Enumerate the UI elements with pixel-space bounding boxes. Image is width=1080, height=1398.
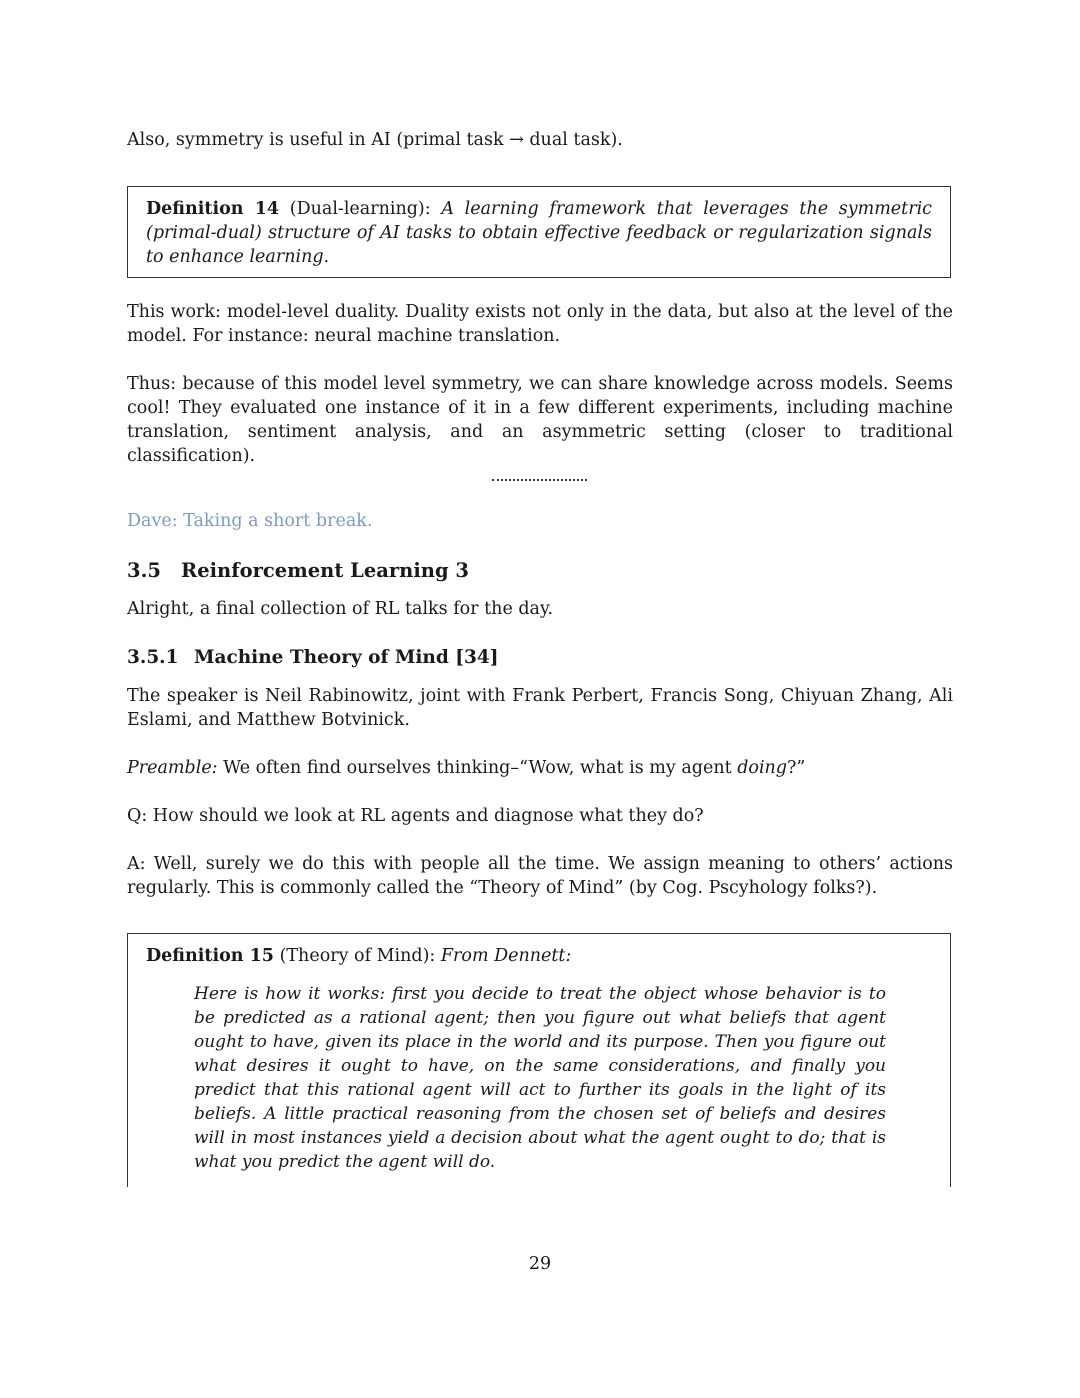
question-paragraph [127, 804, 953, 828]
paragraph-text: This work: model-level duality. Duality exists not only in the data, but also at the level of the model. For instance: neural machine translation. [127, 302, 953, 346]
definition-15-source: From Dennett: [440, 946, 572, 966]
dave-note-text: Dave: Taking a short break. [127, 511, 373, 531]
dave-note [127, 509, 953, 533]
speaker-paragraph [127, 684, 953, 732]
section-separator [492, 479, 587, 481]
definition-14-box [127, 186, 951, 278]
definition-15-label: Definition 15 [146, 946, 274, 966]
subsection-heading [127, 647, 953, 668]
section-intro [127, 597, 953, 621]
paragraph-text: Thus: because of this model level symmetry, we can share knowledge across models. Seems cool! They evaluated one instance of it in a few different experiments, including machine translation, sentiment analysis, and an asymmetric setting (closer to traditional classification). [127, 374, 953, 466]
preamble-text-end: ?” [787, 758, 806, 778]
section-number: 3.5 [127, 559, 161, 582]
section-title: Reinforcement Learning 3 [181, 559, 469, 582]
section-heading [127, 559, 953, 582]
definition-14-body: A learning framework that leverages the symmetric (primal-dual) structure of AI tasks to obtain effective feedback or regularization signals to enhance learning. [146, 199, 932, 267]
preamble-label: Preamble: [127, 758, 218, 778]
paragraph-model-duality [127, 300, 953, 348]
page-number: 29 [528, 1254, 552, 1274]
definition-14-name: (Dual-learning): [289, 199, 431, 219]
definition-15-name: (Theory of Mind): [279, 946, 436, 966]
section-intro-text: Alright, a final collection of RL talks for the day. [127, 599, 554, 619]
intro-text: Also, symmetry is useful in AI (primal task → dual task). [127, 130, 623, 150]
speaker-text: The speaker is Neil Rabinowitz, joint with Frank Perbert, Francis Song, Chiyuan Zhang, Ali Eslami, and Matthew Botvinick. [127, 686, 953, 730]
answer-text: A: Well, surely we do this with people all the time. We assign meaning to others’ actions regularly. This is commonly called the “Theory of Mind” (by Cog. Pscyhology folks?). [127, 854, 953, 898]
preamble-text: We often find ourselves thinking–“Wow, what is my agent [223, 758, 732, 778]
intro-paragraph [127, 128, 953, 152]
definition-15-box [127, 933, 951, 1187]
answer-paragraph [127, 852, 953, 900]
preamble-paragraph [127, 756, 953, 780]
subsection-number: 3.5.1 [127, 647, 179, 668]
definition-14-label: Definition 14 [146, 199, 280, 219]
preamble-emphasis: doing [737, 758, 788, 778]
dennett-quote: Here is how it works: first you decide to treat the object whose behavior is to be predicted as a rational agent; then you figure out what beliefs that agent ought to have, given its place in the world and its purpose. Then you figure out what desires it ought to have, on the same considerations, and finally you predict that this rational agent will act to further its goals in the light of its beliefs. A little practical reasoning from the chosen set of beliefs and desires will in most instances yield a decision about what the agent ought to do; that is what you predict the agent will do. [194, 984, 886, 1172]
question-text: Q: How should we look at RL agents and diagnose what they do? [127, 806, 704, 826]
paragraph-knowledge-sharing [127, 372, 953, 468]
subsection-title: Machine Theory of Mind [34] [194, 647, 499, 668]
